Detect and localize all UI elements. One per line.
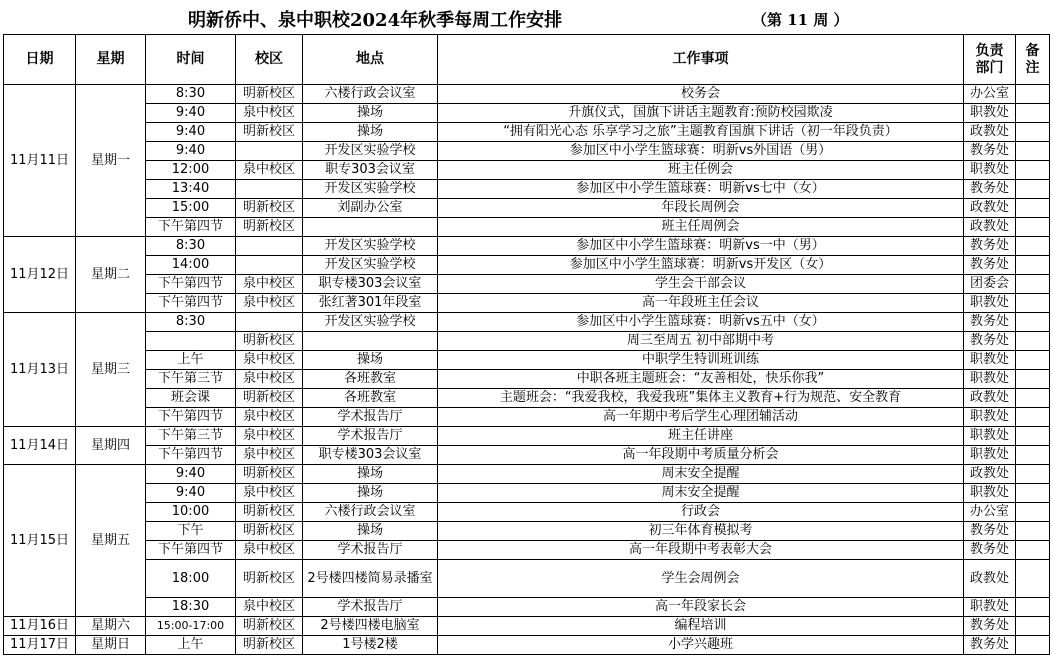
time-cell: 下午 (146, 522, 236, 541)
notes-cell (1016, 427, 1050, 446)
weekday-cell: 星期五 (76, 465, 146, 617)
notes-cell (1016, 104, 1050, 123)
weekday-cell: 星期日 (76, 636, 146, 655)
campus-cell: 泉中校区 (236, 427, 303, 446)
table-row (4, 427, 1050, 446)
time-cell: 上午 (146, 636, 236, 655)
item-cell: 主题班会：“我爱我校，我爱我班”集体主义教育+行为规范、安全教育 (438, 389, 964, 408)
notes-cell (1016, 522, 1050, 541)
dept-cell: 政教处 (964, 465, 1016, 484)
notes-cell (1016, 199, 1050, 218)
time-cell: 下午第三节 (146, 370, 236, 389)
dept-cell: 职教处 (964, 161, 1016, 180)
place-cell: 各班教室 (303, 370, 438, 389)
place-cell: 操场 (303, 104, 438, 123)
notes-cell (1016, 218, 1050, 237)
weekday-cell: 星期二 (76, 237, 146, 313)
date-cell: 11月15日 (4, 465, 76, 617)
campus-cell: 泉中校区 (236, 104, 303, 123)
table-row (4, 560, 1050, 598)
time-cell: 18:00 (146, 560, 236, 598)
notes-cell (1016, 85, 1050, 104)
table-row (4, 389, 1050, 408)
table-row (4, 598, 1050, 617)
date-cell: 11月17日 (4, 636, 76, 655)
campus-cell: 明新校区 (236, 617, 303, 636)
item-cell: 年段长周例会 (438, 199, 964, 218)
dept-cell: 职教处 (964, 104, 1016, 123)
table-row (4, 199, 1050, 218)
time-cell: 14:00 (146, 256, 236, 275)
table-row (4, 237, 1050, 256)
place-cell: 操场 (303, 522, 438, 541)
item-cell: 校务会 (438, 85, 964, 104)
week-number: （第 11 周 ） (752, 11, 849, 29)
place-cell: 张红著301年段室 (303, 294, 438, 313)
dept-cell: 团委会 (964, 275, 1016, 294)
notes-cell (1016, 275, 1050, 294)
place-cell: 开发区实验学校 (303, 180, 438, 199)
campus-cell (236, 256, 303, 275)
campus-cell: 泉中校区 (236, 598, 303, 617)
notes-cell (1016, 256, 1050, 275)
dept-cell: 政教处 (964, 560, 1016, 598)
time-cell: 9:40 (146, 484, 236, 503)
item-cell: 周三至周五 初中部期中考 (438, 332, 964, 351)
campus-cell: 泉中校区 (236, 484, 303, 503)
place-cell: 六楼行政会议室 (303, 503, 438, 522)
notes-cell (1016, 161, 1050, 180)
time-cell: 下午第四节 (146, 408, 236, 427)
dept-cell: 政教处 (964, 199, 1016, 218)
notes-cell (1016, 560, 1050, 598)
time-cell: 9:40 (146, 123, 236, 142)
header-time: 时间 (146, 35, 236, 85)
table-row (4, 351, 1050, 370)
table-row (4, 123, 1050, 142)
item-cell: 初三年体育模拟考 (438, 522, 964, 541)
time-cell: 9:40 (146, 142, 236, 161)
place-cell: 刘副办公室 (303, 199, 438, 218)
dept-cell: 政教处 (964, 123, 1016, 142)
table-row (4, 370, 1050, 389)
table-row (4, 636, 1050, 655)
weekday-cell: 星期六 (76, 617, 146, 636)
time-cell: 下午第四节 (146, 294, 236, 313)
header-row (4, 35, 1050, 85)
notes-cell (1016, 389, 1050, 408)
table-row (4, 161, 1050, 180)
place-cell (303, 332, 438, 351)
notes-cell (1016, 446, 1050, 465)
table-row (4, 408, 1050, 427)
notes-cell (1016, 598, 1050, 617)
campus-cell: 明新校区 (236, 123, 303, 142)
table-row (4, 446, 1050, 465)
campus-cell: 明新校区 (236, 85, 303, 104)
place-cell: 操场 (303, 484, 438, 503)
dept-cell: 教务处 (964, 142, 1016, 161)
time-cell (146, 332, 236, 351)
time-cell: 下午第四节 (146, 275, 236, 294)
campus-cell: 泉中校区 (236, 294, 303, 313)
time-cell: 下午第四节 (146, 446, 236, 465)
table-row (4, 522, 1050, 541)
date-cell: 11月11日 (4, 85, 76, 237)
item-cell: 高一年段期中考表彰大会 (438, 541, 964, 560)
dept-cell: 职教处 (964, 351, 1016, 370)
campus-cell: 明新校区 (236, 465, 303, 484)
date-cell: 11月13日 (4, 313, 76, 427)
notes-cell (1016, 484, 1050, 503)
campus-cell (236, 180, 303, 199)
item-cell: 行政会 (438, 503, 964, 522)
notes-cell (1016, 123, 1050, 142)
notes-cell (1016, 294, 1050, 313)
dept-cell: 教务处 (964, 256, 1016, 275)
weekday-cell: 星期一 (76, 85, 146, 237)
campus-cell: 明新校区 (236, 389, 303, 408)
place-cell: 学术报告厅 (303, 541, 438, 560)
date-cell: 11月14日 (4, 427, 76, 465)
table-row (4, 275, 1050, 294)
table-row (4, 294, 1050, 313)
table-row (4, 541, 1050, 560)
campus-cell: 明新校区 (236, 332, 303, 351)
place-cell: 2号楼四楼电脑室 (303, 617, 438, 636)
item-cell: 班主任例会 (438, 161, 964, 180)
item-cell: 参加区中小学生篮球赛：明新vs一中（男） (438, 237, 964, 256)
dept-cell: 职教处 (964, 294, 1016, 313)
header-weekday: 星期 (76, 35, 146, 85)
dept-cell: 职教处 (964, 446, 1016, 465)
time-cell: 15:00-17:00 (146, 617, 236, 636)
campus-cell: 泉中校区 (236, 161, 303, 180)
time-cell: 15:00 (146, 199, 236, 218)
time-cell: 班会课 (146, 389, 236, 408)
notes-cell (1016, 503, 1050, 522)
time-cell: 9:40 (146, 465, 236, 484)
dept-cell: 职教处 (964, 370, 1016, 389)
dept-cell: 职教处 (964, 427, 1016, 446)
notes-cell (1016, 541, 1050, 560)
campus-cell: 明新校区 (236, 503, 303, 522)
place-cell: 操场 (303, 123, 438, 142)
dept-cell: 教务处 (964, 522, 1016, 541)
place-cell: 学术报告厅 (303, 427, 438, 446)
time-cell: 8:30 (146, 237, 236, 256)
campus-cell: 明新校区 (236, 522, 303, 541)
table-row (4, 85, 1050, 104)
header-place: 地点 (303, 35, 438, 85)
place-cell: 职专楼303会议室 (303, 275, 438, 294)
header-date: 日期 (4, 35, 76, 85)
notes-cell (1016, 408, 1050, 427)
item-cell: 中职学生特训班训练 (438, 351, 964, 370)
table-row (4, 256, 1050, 275)
time-cell: 12:00 (146, 161, 236, 180)
item-cell: 参加区中小学生篮球赛：明新vs开发区（女） (438, 256, 964, 275)
campus-cell (236, 313, 303, 332)
schedule-body (4, 85, 1050, 655)
item-cell: 参加区中小学生篮球赛：明新vs外国语（男） (438, 142, 964, 161)
dept-cell: 教务处 (964, 332, 1016, 351)
schedule-table (3, 34, 1050, 655)
notes-cell (1016, 465, 1050, 484)
item-cell: 参加区中小学生篮球赛：明新vs七中（女） (438, 180, 964, 199)
campus-cell: 泉中校区 (236, 446, 303, 465)
campus-cell: 泉中校区 (236, 275, 303, 294)
dept-cell: 职教处 (964, 408, 1016, 427)
place-cell: 2号楼四楼简易录播室 (303, 560, 438, 598)
place-cell: 开发区实验学校 (303, 142, 438, 161)
dept-cell: 职教处 (964, 484, 1016, 503)
campus-cell: 明新校区 (236, 560, 303, 598)
item-cell: “拥有阳光心态 乐享学习之旅”主题教育国旗下讲话（初一年段负责） (438, 123, 964, 142)
dept-cell: 办公室 (964, 85, 1016, 104)
item-cell: 编程培训 (438, 617, 964, 636)
date-cell: 11月16日 (4, 617, 76, 636)
place-cell: 1号楼2楼 (303, 636, 438, 655)
table-row (4, 465, 1050, 484)
place-cell: 职专楼303会议室 (303, 446, 438, 465)
item-cell: 学生会周例会 (438, 560, 964, 598)
dept-cell: 教务处 (964, 617, 1016, 636)
campus-cell: 泉中校区 (236, 408, 303, 427)
document-title: 明新侨中、泉中职校2024年秋季每周工作安排 (188, 10, 563, 31)
dept-cell: 教务处 (964, 541, 1016, 560)
table-row (4, 104, 1050, 123)
item-cell: 高一年段家长会 (438, 598, 964, 617)
campus-cell: 泉中校区 (236, 370, 303, 389)
notes-cell (1016, 142, 1050, 161)
dept-cell: 教务处 (964, 180, 1016, 199)
notes-cell (1016, 332, 1050, 351)
table-row (4, 142, 1050, 161)
campus-cell (236, 142, 303, 161)
place-cell: 学术报告厅 (303, 598, 438, 617)
item-cell: 班主任讲座 (438, 427, 964, 446)
item-cell: 高一年段期中考质量分析会 (438, 446, 964, 465)
place-cell: 六楼行政会议室 (303, 85, 438, 104)
item-cell: 参加区中小学生篮球赛：明新vs五中（女） (438, 313, 964, 332)
notes-cell (1016, 617, 1050, 636)
date-cell: 11月12日 (4, 237, 76, 313)
place-cell: 操场 (303, 351, 438, 370)
header-item: 工作事项 (438, 35, 964, 85)
notes-cell (1016, 237, 1050, 256)
time-cell: 下午第四节 (146, 541, 236, 560)
notes-cell (1016, 351, 1050, 370)
place-cell: 职专303会议室 (303, 161, 438, 180)
header-notes: 备注 (1016, 35, 1050, 85)
weekday-cell: 星期四 (76, 427, 146, 465)
item-cell: 班主任周例会 (438, 218, 964, 237)
time-cell: 下午第三节 (146, 427, 236, 446)
time-cell: 8:30 (146, 313, 236, 332)
weekday-cell: 星期三 (76, 313, 146, 427)
item-cell: 高一年期中考后学生心理团辅活动 (438, 408, 964, 427)
dept-cell: 政教处 (964, 218, 1016, 237)
campus-cell: 明新校区 (236, 636, 303, 655)
dept-cell: 办公室 (964, 503, 1016, 522)
dept-cell: 教务处 (964, 636, 1016, 655)
place-cell: 操场 (303, 465, 438, 484)
item-cell: 中职各班主题班会：“友善相处，快乐你我” (438, 370, 964, 389)
item-cell: 升旗仪式，国旗下讲话主题教育:预防校园欺凌 (438, 104, 964, 123)
table-row (4, 313, 1050, 332)
time-cell: 9:40 (146, 104, 236, 123)
notes-cell (1016, 370, 1050, 389)
place-cell: 各班教室 (303, 389, 438, 408)
place-cell: 开发区实验学校 (303, 313, 438, 332)
notes-cell (1016, 313, 1050, 332)
dept-cell: 教务处 (964, 313, 1016, 332)
campus-cell: 明新校区 (236, 199, 303, 218)
notes-cell (1016, 180, 1050, 199)
dept-cell: 政教处 (964, 389, 1016, 408)
table-row (4, 218, 1050, 237)
time-cell: 18:30 (146, 598, 236, 617)
table-row (4, 332, 1050, 351)
place-cell: 学术报告厅 (303, 408, 438, 427)
table-row (4, 503, 1050, 522)
header-campus: 校区 (236, 35, 303, 85)
item-cell: 周末安全提醒 (438, 484, 964, 503)
time-cell: 上午 (146, 351, 236, 370)
time-cell: 10:00 (146, 503, 236, 522)
time-cell: 13:40 (146, 180, 236, 199)
table-row (4, 617, 1050, 636)
campus-cell (236, 237, 303, 256)
dept-cell: 职教处 (964, 598, 1016, 617)
item-cell: 高一年段班主任会议 (438, 294, 964, 313)
notes-cell (1016, 636, 1050, 655)
place-cell: 开发区实验学校 (303, 237, 438, 256)
item-cell: 周末安全提醒 (438, 465, 964, 484)
time-cell: 8:30 (146, 85, 236, 104)
page-header (0, 0, 1053, 34)
table-row (4, 484, 1050, 503)
campus-cell: 泉中校区 (236, 541, 303, 560)
time-cell: 下午第四节 (146, 218, 236, 237)
campus-cell: 泉中校区 (236, 351, 303, 370)
place-cell: 开发区实验学校 (303, 256, 438, 275)
header-dept: 负责部门 (964, 35, 1016, 85)
table-row (4, 180, 1050, 199)
item-cell: 学生会干部会议 (438, 275, 964, 294)
campus-cell: 明新校区 (236, 218, 303, 237)
place-cell (303, 218, 438, 237)
item-cell: 小学兴趣班 (438, 636, 964, 655)
dept-cell: 教务处 (964, 237, 1016, 256)
